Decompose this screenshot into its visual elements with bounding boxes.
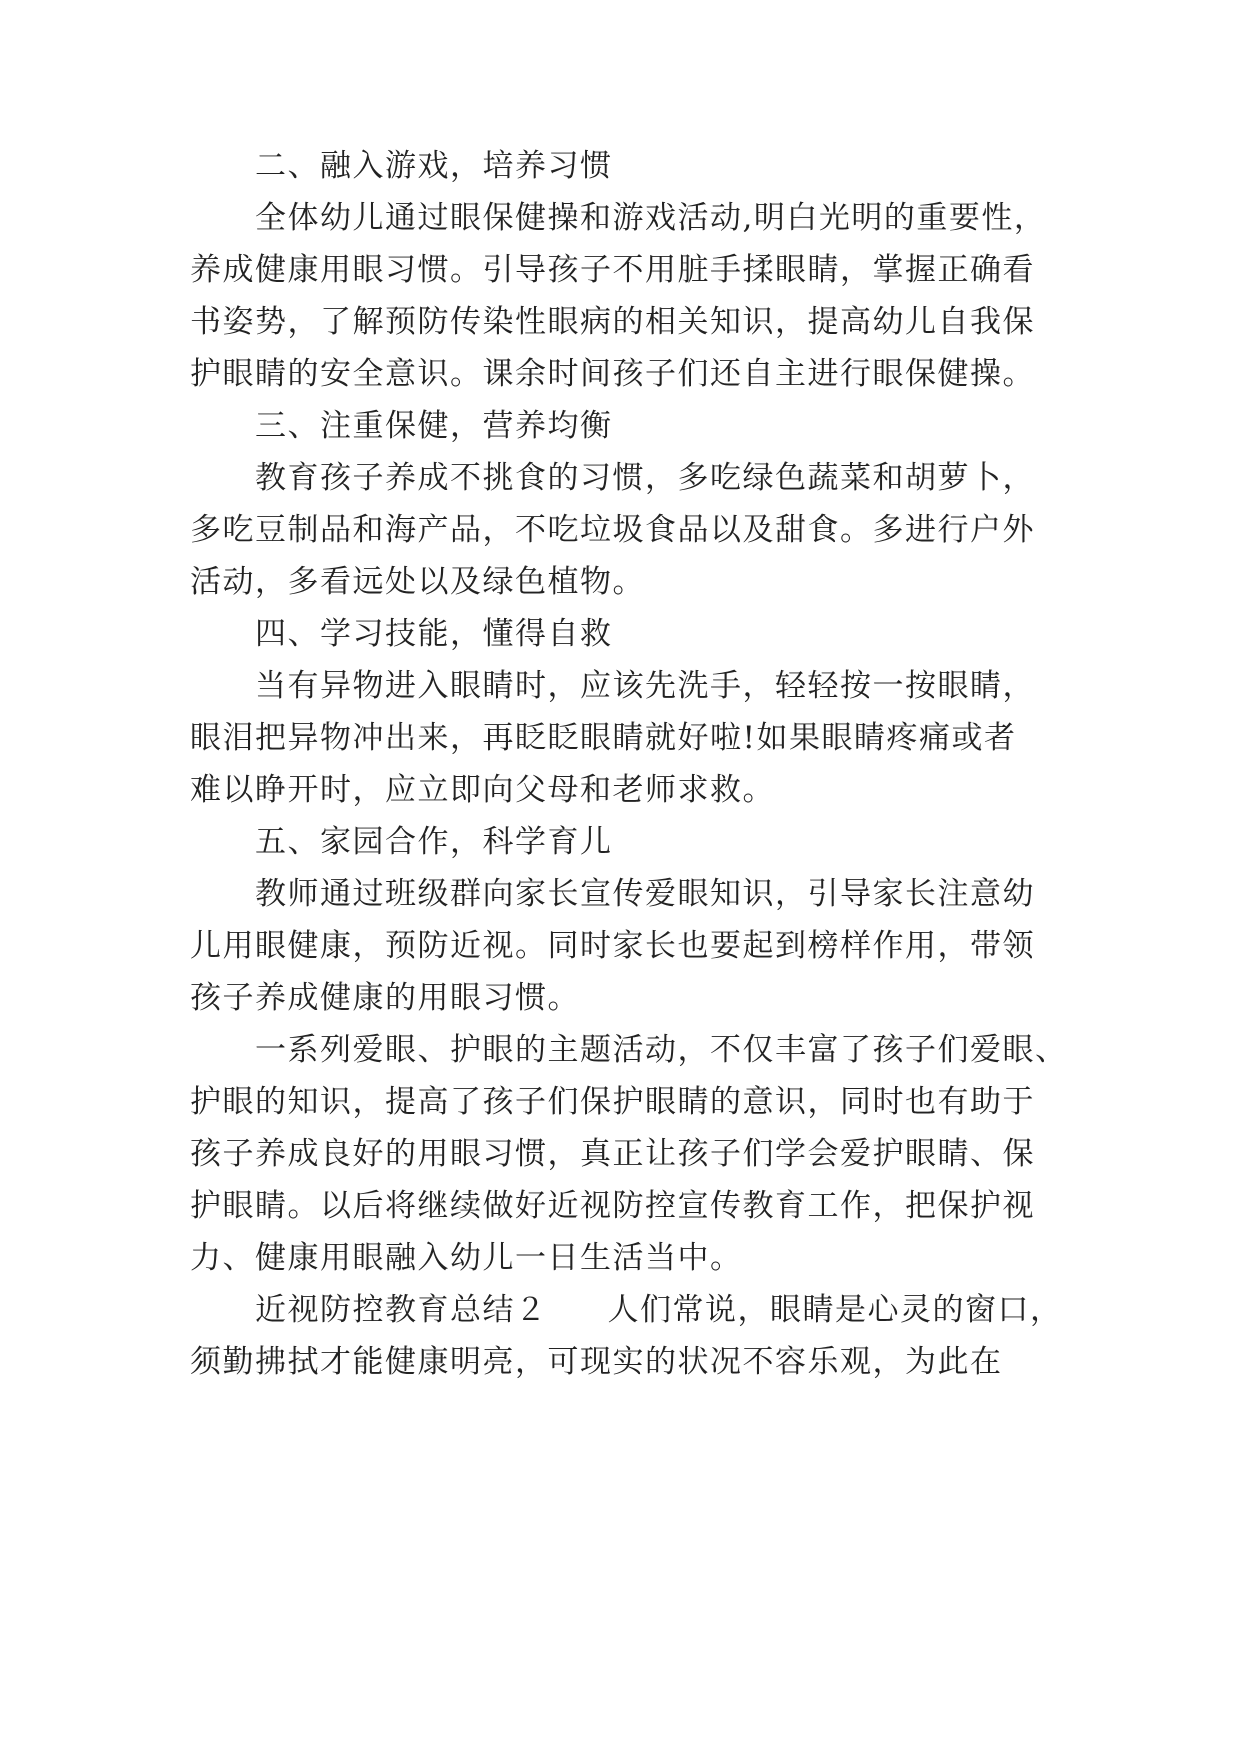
paragraph-line: 孩子养成健康的用眼习惯。 [190,980,580,1016]
paragraph-line: 养成健康用眼习惯。引导孩子不用脏手揉眼睛，掌握正确看 [190,252,1035,288]
section-heading-3: 三、注重保健，营养均衡 [255,408,613,444]
paragraph-line: 一系列爱眼、护眼的主题活动，不仅丰富了孩子们爱眼、 [255,1032,1068,1068]
paragraph-line: 多吃豆制品和海产品，不吃垃圾食品以及甜食。多进行户外 [190,512,1035,548]
paragraph-line: 护眼睛。以后将继续做好近视防控宣传教育工作，把保护视 [190,1188,1035,1224]
paragraph-line: 活动，多看远处以及绿色植物。 [190,564,645,600]
paragraph-line: 护眼的知识，提高了孩子们保护眼睛的意识，同时也有助于 [190,1084,1035,1120]
summary-2-line [255,1290,1155,1330]
summary-2-title: 近视防控教育总结２ [255,1292,548,1328]
paragraph-line: 儿用眼健康，预防近视。同时家长也要起到榜样作用，带领 [190,928,1035,964]
paragraph-line: 护眼睛的安全意识。课余时间孩子们还自主进行眼保健操。 [190,356,1035,392]
paragraph-line: 孩子养成良好的用眼习惯，真正让孩子们学会爱护眼睛、保 [190,1136,1035,1172]
section-heading-4: 四、学习技能，懂得自救 [255,616,613,652]
section-heading-2: 二、融入游戏，培养习惯 [255,148,613,184]
paragraph-line: 须勤拂拭才能健康明亮，可现实的状况不容乐观，为此在 [190,1344,1003,1380]
paragraph-line: 教师通过班级群向家长宣传爱眼知识，引导家长注意幼 [255,876,1035,912]
section-heading-5: 五、家园合作，科学育儿 [255,824,613,860]
paragraph-line: 难以睁开时，应立即向父母和老师求救。 [190,772,775,808]
paragraph-line: 当有异物进入眼睛时，应该先洗手，轻轻按一按眼睛， [255,668,1035,704]
paragraph-line: 书姿势，了解预防传染性眼病的相关知识，提高幼儿自我保 [190,304,1035,340]
paragraph-line: 教育孩子养成不挑食的习惯，多吃绿色蔬菜和胡萝卜， [255,460,1035,496]
summary-2-text: 人们常说，眼睛是心灵的窗口， [607,1292,1063,1328]
paragraph-line: 眼泪把异物冲出来，再眨眨眼睛就好啦!如果眼睛疼痛或者 [190,720,1017,756]
paragraph-line: 全体幼儿通过眼保健操和游戏活动,明白光明的重要性， [255,200,1047,236]
paragraph-line: 力、健康用眼融入幼儿一日生活当中。 [190,1240,743,1276]
